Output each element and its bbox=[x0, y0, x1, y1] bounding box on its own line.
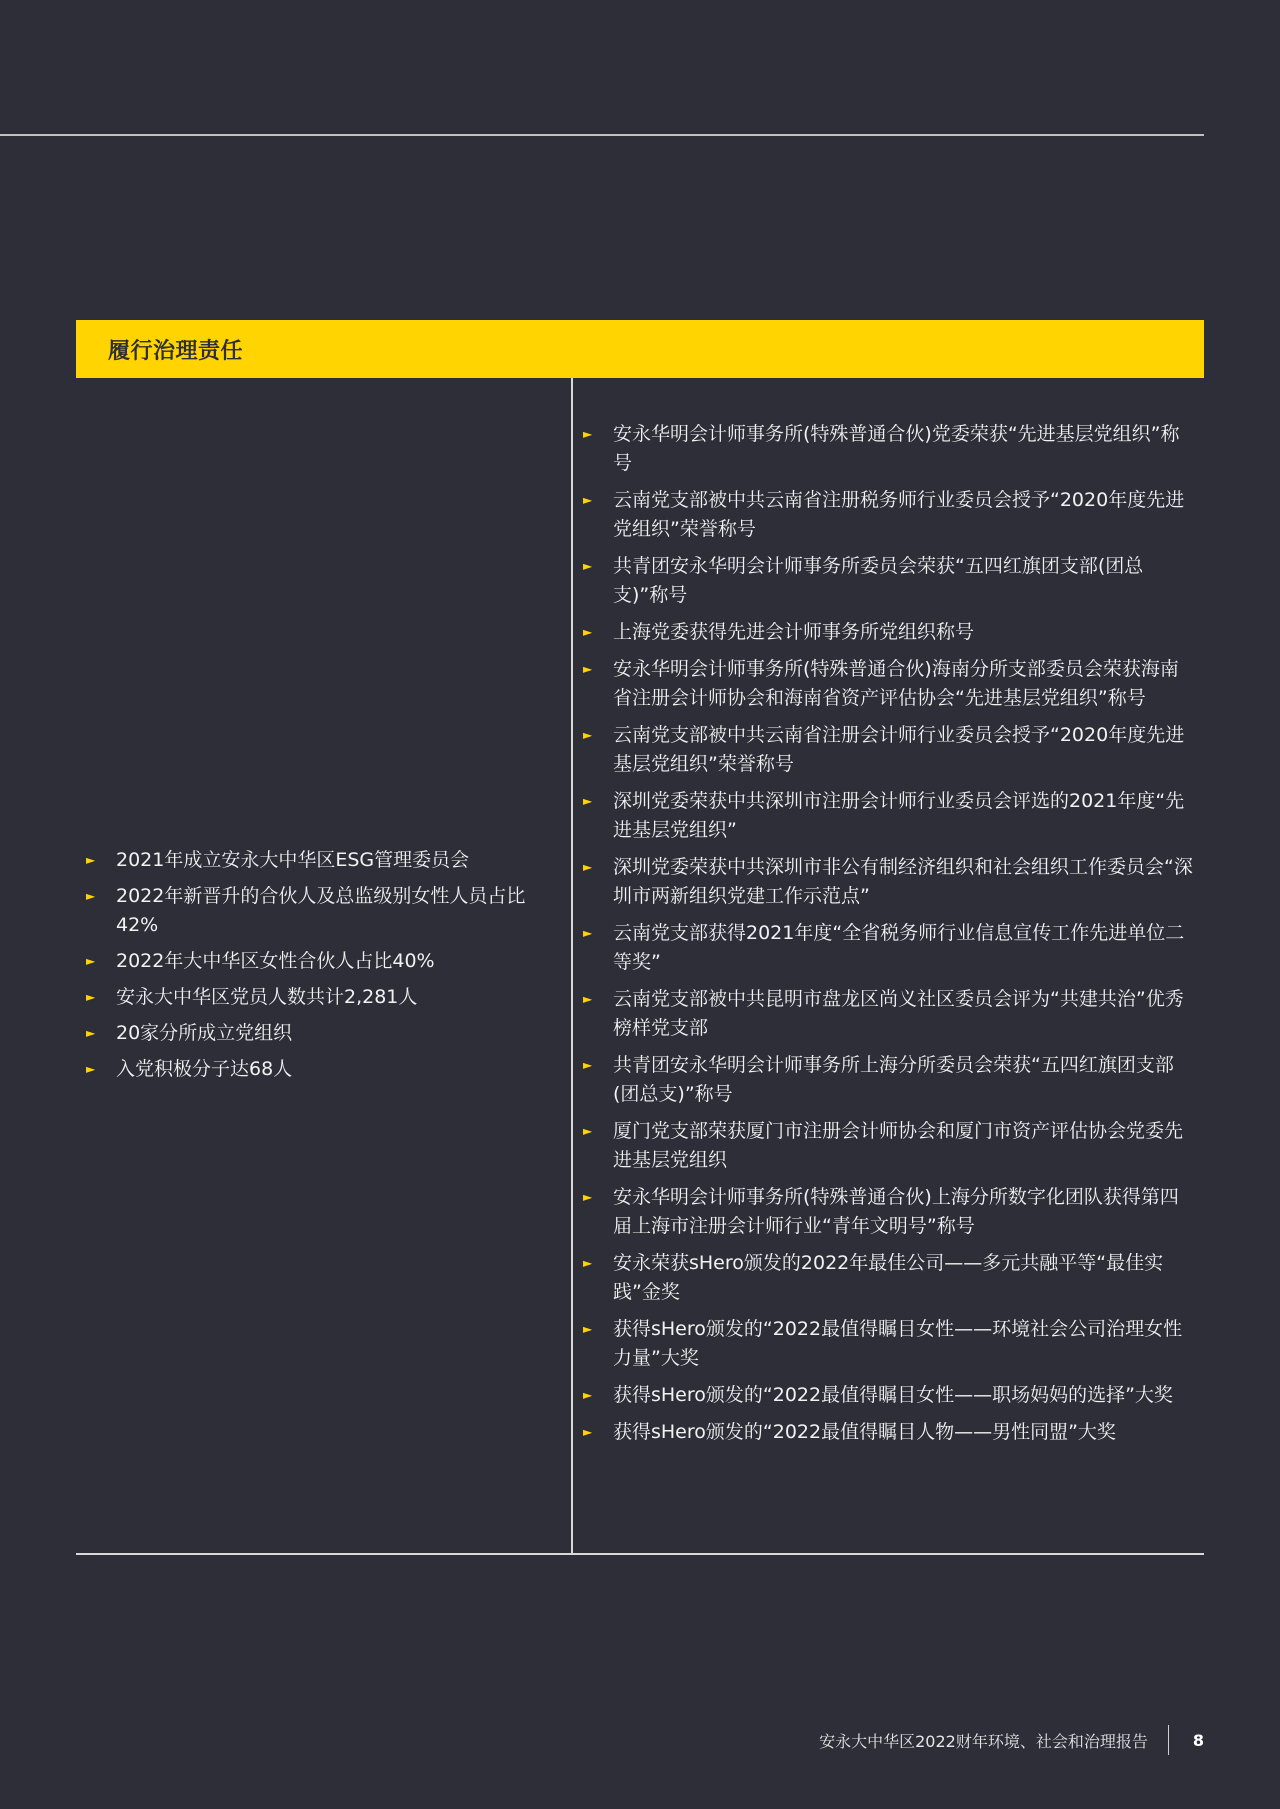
award-item bbox=[583, 919, 1193, 977]
list-item-text: 云南党支部被中共昆明市盘龙区尚义社区委员会评为“共建共治”优秀榜样党支部 bbox=[613, 988, 1184, 1039]
footer-separator bbox=[1168, 1725, 1169, 1755]
left-highlights-list bbox=[86, 846, 562, 1091]
award-item bbox=[583, 1381, 1193, 1410]
bullet-arrow-icon: ► bbox=[86, 954, 96, 968]
top-divider bbox=[0, 134, 1204, 136]
award-item bbox=[583, 1249, 1193, 1307]
bullet-arrow-icon: ► bbox=[583, 992, 593, 1006]
bullet-arrow-icon: ► bbox=[583, 1322, 593, 1336]
page-number: 8 bbox=[1192, 1730, 1204, 1750]
list-item-text: 2022年新晋升的合伙人及总监级别女性人员占比42% bbox=[116, 885, 526, 936]
bullet-arrow-icon: ► bbox=[583, 1425, 593, 1439]
bullet-arrow-icon: ► bbox=[86, 1062, 96, 1076]
award-item bbox=[583, 1315, 1193, 1373]
highlight-item bbox=[86, 882, 562, 940]
page-footer bbox=[819, 1725, 1204, 1755]
award-item bbox=[583, 1183, 1193, 1241]
right-awards-list bbox=[583, 420, 1193, 1455]
bullet-arrow-icon: ► bbox=[583, 427, 593, 441]
bullet-arrow-icon: ► bbox=[583, 926, 593, 940]
list-item-text: 共青团安永华明会计师事务所上海分所委员会荣获“五四红旗团支部(团总支)”称号 bbox=[613, 1054, 1174, 1105]
list-item-text: 2021年成立安永大中华区ESG管理委员会 bbox=[116, 849, 470, 871]
award-item bbox=[583, 1051, 1193, 1109]
highlight-item bbox=[86, 1019, 562, 1048]
footer-report-title: 安永大中华区2022财年环境、社会和治理报告 bbox=[819, 1731, 1148, 1751]
bullet-arrow-icon: ► bbox=[583, 559, 593, 573]
list-item-text: 云南党支部被中共云南省注册税务师行业委员会授予“2020年度先进党组织”荣誉称号 bbox=[613, 489, 1185, 540]
bullet-arrow-icon: ► bbox=[86, 853, 96, 867]
award-item bbox=[583, 1117, 1193, 1175]
column-divider bbox=[571, 378, 573, 1555]
bullet-arrow-icon: ► bbox=[583, 1388, 593, 1402]
award-item bbox=[583, 787, 1193, 845]
list-item-text: 云南党支部获得2021年度“全省税务师行业信息宣传工作先进单位二等奖” bbox=[613, 922, 1185, 973]
bullet-arrow-icon: ► bbox=[583, 1190, 593, 1204]
bullet-arrow-icon: ► bbox=[86, 1026, 96, 1040]
award-item bbox=[583, 985, 1193, 1043]
list-item-text: 共青团安永华明会计师事务所委员会荣获“五四红旗团支部(团总支)”称号 bbox=[613, 555, 1144, 606]
list-item-text: 获得sHero颁发的“2022最值得瞩目人物——男性同盟”大奖 bbox=[613, 1421, 1116, 1443]
bullet-arrow-icon: ► bbox=[86, 990, 96, 1004]
bullet-arrow-icon: ► bbox=[583, 794, 593, 808]
list-item-text: 安永大中华区党员人数共计2,281人 bbox=[116, 986, 418, 1008]
bullet-arrow-icon: ► bbox=[583, 728, 593, 742]
bullet-arrow-icon: ► bbox=[583, 860, 593, 874]
highlight-item bbox=[86, 1055, 562, 1084]
list-item-text: 20家分所成立党组织 bbox=[116, 1022, 293, 1044]
list-item-text: 安永华明会计师事务所(特殊普通合伙)海南分所支部委员会荣获海南省注册会计师协会和海南省资产评估协会“先进基层党组织”称号 bbox=[613, 658, 1179, 709]
award-item bbox=[583, 486, 1193, 544]
section-title: 履行治理责任 bbox=[108, 338, 244, 364]
list-item-text: 入党积极分子达68人 bbox=[116, 1058, 293, 1080]
list-item-text: 安永华明会计师事务所(特殊普通合伙)党委荣获“先进基层党组织”称号 bbox=[613, 423, 1180, 474]
award-item bbox=[583, 552, 1193, 610]
bullet-arrow-icon: ► bbox=[583, 493, 593, 507]
bullet-arrow-icon: ► bbox=[583, 1058, 593, 1072]
bullet-arrow-icon: ► bbox=[583, 1124, 593, 1138]
highlight-item bbox=[86, 846, 562, 875]
award-item bbox=[583, 618, 1193, 647]
list-item-text: 深圳党委荣获中共深圳市注册会计师行业委员会评选的2021年度“先进基层党组织” bbox=[613, 790, 1185, 841]
list-item-text: 安永荣获sHero颁发的2022年最佳公司——多元共融平等“最佳实践”金奖 bbox=[613, 1252, 1164, 1303]
bullet-arrow-icon: ► bbox=[583, 662, 593, 676]
highlight-item bbox=[86, 947, 562, 976]
bottom-divider bbox=[76, 1553, 1204, 1555]
bullet-arrow-icon: ► bbox=[583, 1256, 593, 1270]
bullet-arrow-icon: ► bbox=[86, 889, 96, 903]
award-item bbox=[583, 853, 1193, 911]
award-item bbox=[583, 1418, 1193, 1447]
highlight-item bbox=[86, 983, 562, 1012]
list-item-text: 上海党委获得先进会计师事务所党组织称号 bbox=[613, 621, 975, 643]
award-item bbox=[583, 420, 1193, 478]
list-item-text: 安永华明会计师事务所(特殊普通合伙)上海分所数字化团队获得第四届上海市注册会计师行业“青年文明号”称号 bbox=[613, 1186, 1179, 1237]
list-item-text: 获得sHero颁发的“2022最值得瞩目女性——环境社会公司治理女性力量”大奖 bbox=[613, 1318, 1183, 1369]
list-item-text: 获得sHero颁发的“2022最值得瞩目女性——职场妈妈的选择”大奖 bbox=[613, 1384, 1173, 1406]
list-item-text: 云南党支部被中共云南省注册会计师行业委员会授予“2020年度先进基层党组织”荣誉称号 bbox=[613, 724, 1185, 775]
award-item bbox=[583, 655, 1193, 713]
list-item-text: 深圳党委荣获中共深圳市非公有制经济组织和社会组织工作委员会“深圳市两新组织党建工作示范点” bbox=[613, 856, 1193, 907]
list-item-text: 2022年大中华区女性合伙人占比40% bbox=[116, 950, 435, 972]
award-item bbox=[583, 721, 1193, 779]
list-item-text: 厦门党支部荣获厦门市注册会计师协会和厦门市资产评估协会党委先进基层党组织 bbox=[613, 1120, 1184, 1171]
bullet-arrow-icon: ► bbox=[583, 625, 593, 639]
section-header-bar bbox=[76, 320, 1204, 378]
